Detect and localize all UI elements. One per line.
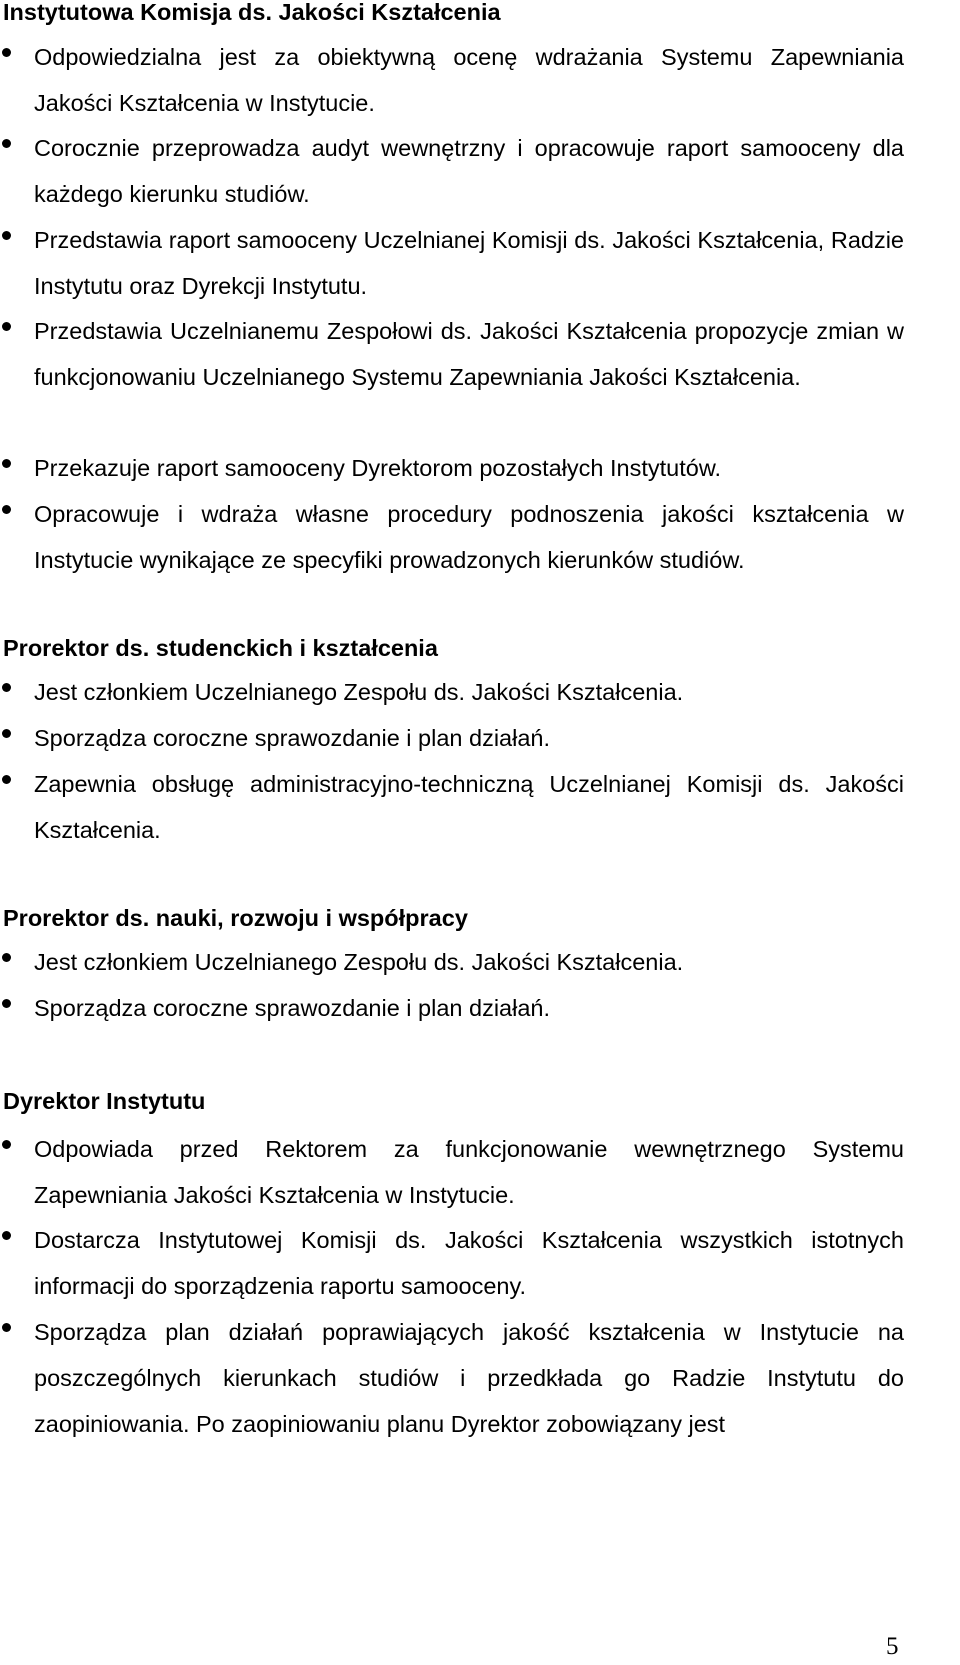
list-item-text: Sporządza coroczne sprawozdanie i plan działań. [34,995,551,1021]
bullet-icon [2,322,11,331]
bullet-icon [2,48,11,57]
list-item-text: Opracowuje i wdraża własne procedury podnoszenia jakości kształcenia w Instytucie wynikające ze specyfiki prowadzonych kierunków studiów. [34,501,904,573]
section-heading: Dyrektor Instytutu [3,1088,206,1114]
section-heading: Instytutowa Komisja ds. Jakości Kształcenia [3,0,501,25]
bullet-icon [2,1231,11,1240]
list-item-text: Przedstawia raport samooceny Uczelnianej Komisji ds. Jakości Kształcenia, Radzie Instytutu oraz Dyrekcji Instytutu. [34,227,904,299]
page-number: 5 [886,1633,899,1660]
bullet-icon [2,999,11,1008]
section-heading: Prorektor ds. studenckich i kształcenia [3,635,438,661]
bullet-icon [2,729,11,738]
bullet-icon [2,1140,11,1149]
bullet-icon [2,775,11,784]
list-item-text: Dostarcza Instytutowej Komisji ds. Jakości Kształcenia wszystkich istotnych informacji do sporządzenia raportu samooceny. [34,1227,904,1299]
bullet-icon [2,1323,11,1332]
list-item-text: Odpowiada przed Rektorem za funkcjonowanie wewnętrznego Systemu Zapewniania Jakości Kształcenia w Instytucie. [34,1136,904,1208]
section-heading: Prorektor ds. nauki, rozwoju i współpracy [3,905,468,931]
bullet-icon [2,139,11,148]
list-item-text: Zapewnia obsługę administracyjno-techniczną Uczelnianej Komisji ds. Jakości Kształcenia. [34,771,904,843]
bullet-icon [2,459,11,468]
list-item-text: Corocznie przeprowadza audyt wewnętrzny i opracowuje raport samooceny dla każdego kierunku studiów. [34,135,904,207]
list-item-text: Odpowiedzialna jest za obiektywną ocenę wdrażania Systemu Zapewniania Jakości Kształcenia w Instytucie. [34,44,904,116]
list-item-text: Przekazuje raport samooceny Dyrektorom pozostałych Instytutów. [34,455,722,481]
list-item-text: Przedstawia Uczelnianemu Zespołowi ds. Jakości Kształcenia propozycje zmian w funkcjonowaniu Uczelnianego Systemu Zapewniania Jakości Kształcenia. [34,318,904,390]
bullet-icon [2,953,11,962]
list-item-text: Jest członkiem Uczelnianego Zespołu ds. Jakości Kształcenia. [34,679,684,705]
list-item-text: Sporządza coroczne sprawozdanie i plan działań. [34,725,551,751]
list-item-text: Sporządza plan działań poprawiających jakość kształcenia w Instytucie na poszczególnych kierunkach studiów i przedkłada go Radzie Instytutu do zaopiniowania. Po zaopiniowaniu planu Dyrektor zobowiązany jest [34,1319,904,1437]
list-item-text: Jest członkiem Uczelnianego Zespołu ds. Jakości Kształcenia. [34,949,684,975]
bullet-icon [2,231,11,240]
bullet-icon [2,683,11,692]
bullet-icon [2,505,11,514]
